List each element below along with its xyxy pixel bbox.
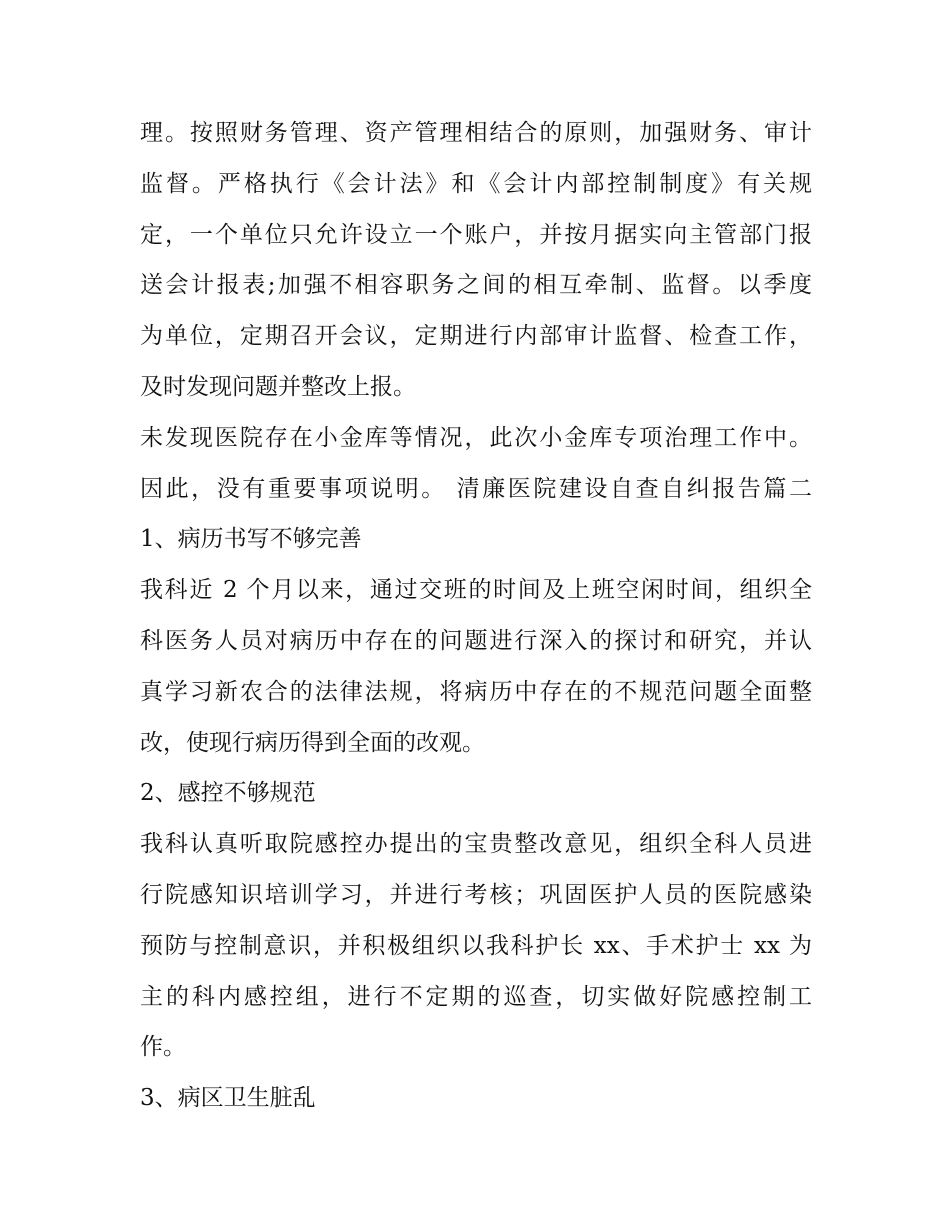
text-line-6: 及时发现问题并整改上报。 [140,373,416,400]
text-line-2: 监督。严格执行《会计法》和《会计内部控制制度》有关规 [140,170,812,197]
text-line-10: 我科近 2 个月以来，通过交班的时间及上班空闲时间，组织全 [140,577,812,604]
text-line-18: 主的科内感控组，进行不定期的巡查，切实做好院感控制工 [140,983,812,1010]
text-line-5: 为单位，定期召开会议，定期进行内部审计监督、检查工作， [140,323,812,350]
text-line-15: 我科认真听取院感控办提出的宝贵整改意见，组织全科人员进 [140,831,812,858]
text-line-7: 未发现医院存在小金库等情况，此次小金库专项治理工作中。 [140,424,812,451]
text-line-8: 因此，没有重要事项说明。 清廉医院建设自查自纠报告篇二 [140,475,812,502]
text-line-4: 送会计报表;加强不相容职务之间的相互牵制、监督。以季度 [140,272,812,299]
section-heading-3: 3、病区卫生脏乱 [140,1085,316,1112]
text-line-11: 科医务人员对病历中存在的问题进行深入的探讨和研究，并认 [140,627,812,654]
text-line-13: 改，使现行病历得到全面的改观。 [140,729,485,756]
text-line-17: 预防与控制意识，并积极组织以我科护长 xx、手术护士 xx 为 [140,932,812,959]
text-line-1: 理。按照财务管理、资产管理相结合的原则，加强财务、审计 [140,120,812,146]
document-page [140,108,815,1124]
text-line-19: 作。 [140,1034,186,1061]
text-line-16: 行院感知识培训学习，并进行考核；巩固医护人员的医院感染 [140,881,812,908]
text-line-12: 真学习新农合的法律法规，将病历中存在的不规范问题全面整 [140,678,812,705]
section-heading-2: 2、感控不够规范 [140,780,316,807]
text-line-3: 定，一个单位只允许设立一个账户，并按月据实向主管部门报 [140,221,812,248]
section-heading-1: 1、病历书写不够完善 [140,526,362,553]
